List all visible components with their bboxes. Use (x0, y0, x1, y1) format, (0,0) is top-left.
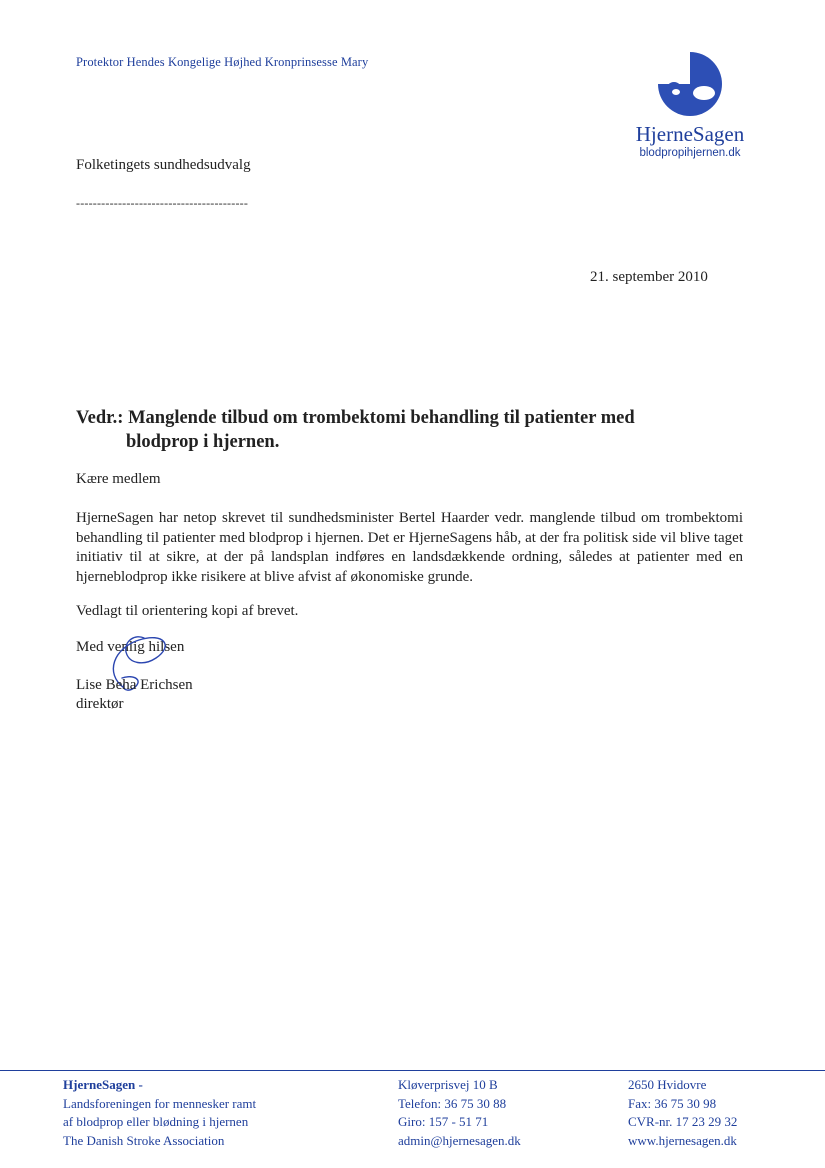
footer-web: www.hjernesagen.dk (628, 1132, 737, 1148)
footer-desc-2: af blodprop eller blødning i hjernen (63, 1114, 249, 1129)
footer-org-name: HjerneSagen - (63, 1077, 143, 1092)
logo-wordmark: HjerneSagen (635, 122, 745, 146)
signer-name: Lise Beha Erichsen (76, 677, 193, 693)
body-paragraph: HjerneSagen har netop skrevet til sundhedsminister Bertel Haarder vedr. manglende tilbud om trombektomi behandling til patienter med blodprop i hjernen. Det er HjerneSagens håb, at der fra politisk side vil blive taget initiativ til at sikre, at der på landsplan indføres en landsdækkende ordning, således at patienter med en hjerneblodprop ikke risikere at blive afvist af økonomiske grunde. (76, 510, 743, 585)
footer-details-column (628, 1076, 737, 1150)
recipient-name: Folketingets sundhedsudvalg (76, 157, 251, 173)
footer-phone: Telefon: 36 75 30 88 (398, 1095, 507, 1111)
logo-url: blodpropihjernen.dk (639, 147, 741, 159)
attachment-note: Vedlagt til orientering kopi af brevet. (76, 603, 299, 619)
subject-line-1: Vedr.: Manglende tilbud om trombektomi behandling til patienter med (76, 408, 635, 428)
footer-desc-1: Landsforeningen for mennesker ramt (63, 1095, 257, 1111)
footer-email: admin@hjernesagen.dk (398, 1132, 521, 1148)
footer-fax: Fax: 36 75 30 98 (628, 1095, 717, 1111)
signer-title: direktør (76, 696, 124, 712)
footer-cvr: CVR-nr. 17 23 29 32 (628, 1114, 738, 1129)
footer-divider (0, 1070, 825, 1071)
footer-address: Kløverprisvej 10 B (398, 1077, 498, 1092)
brain-logo-icon (654, 48, 726, 120)
greeting: Kære medlem (76, 471, 161, 487)
subject-line (76, 406, 726, 454)
footer-city: 2650 Hvidovre (628, 1077, 707, 1092)
footer-desc-3: The Danish Stroke Association (63, 1132, 225, 1148)
letter-date: 21. september 2010 (590, 269, 708, 285)
closing: Med venlig hilsen (76, 639, 185, 655)
recipient-dashes: ----------------------------------------- (76, 196, 249, 210)
protector-line: Protektor Hendes Kongelige Højhed Kronprinsesse Mary (76, 55, 369, 69)
footer-giro: Giro: 157 - 51 71 (398, 1114, 489, 1129)
subject-line-2: blodprop i hjernen. (126, 432, 280, 452)
footer-contact-column (398, 1076, 521, 1150)
footer-org-column (63, 1076, 256, 1150)
